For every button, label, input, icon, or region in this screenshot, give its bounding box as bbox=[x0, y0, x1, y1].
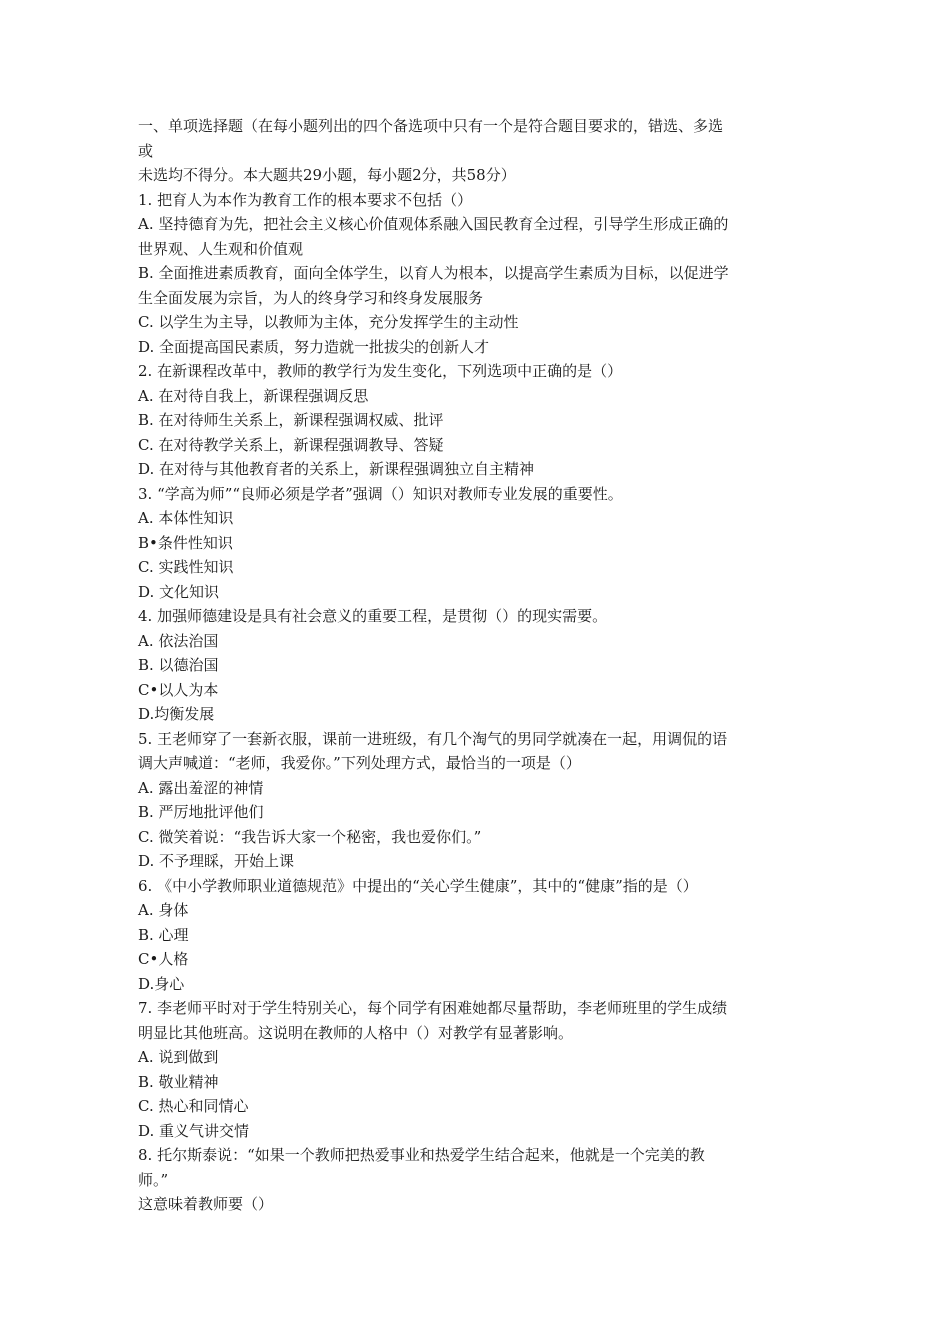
q5-option-c: C. 微笑着说：“我告诉大家一个秘密，我也爱你们。” bbox=[138, 827, 482, 846]
q3-option-c: C. 实践性知识 bbox=[138, 558, 234, 576]
section-heading-wrap: 或 bbox=[138, 141, 154, 160]
q6-option-a: A. 身体 bbox=[138, 901, 189, 919]
question-4: 4. 加强师德建设是具有社会意义的重要工程，是贯彻（）的现实需要。 bbox=[138, 607, 608, 625]
q5-option-a: A. 露出羞涩的神情 bbox=[138, 778, 264, 797]
q6-option-d: D.身心 bbox=[138, 974, 185, 993]
q5-option-b: B. 严厉地批评他们 bbox=[138, 803, 264, 821]
q2-option-b: B. 在对待师生关系上，新课程强调权威、批评 bbox=[138, 411, 444, 429]
q3-option-d: D. 文化知识 bbox=[138, 582, 220, 601]
q3-option-b: B•条件性知识 bbox=[138, 533, 233, 552]
q2-option-a: A. 在对待自我上，新课程强调反思 bbox=[138, 386, 369, 405]
q7-option-a: A. 说到做到 bbox=[138, 1048, 219, 1066]
section-instructions: 未选均不得分。本大题共29小题，每小题2分，共58分） bbox=[138, 166, 516, 184]
q6-option-c: C•人格 bbox=[138, 950, 189, 968]
q1-option-a: A. 坚持德育为先，把社会主义核心价值观体系融入国民教育全过程，引导学生形成正确的 bbox=[138, 215, 729, 233]
question-3: 3. “学高为师”“良师必须是学者”强调（）知识对教师专业发展的重要性。 bbox=[138, 484, 623, 503]
question-8-continuation: 这意味着教师要（） bbox=[138, 1195, 274, 1213]
q1-option-b-wrap: 生全面发展为宗旨，为人的终身学习和终身发展服务 bbox=[138, 288, 484, 307]
question-5-wrap: 调大声喊道：“老师，我爱你。”下列处理方式，最恰当的一项是（） bbox=[138, 754, 581, 772]
q4-option-d: D.均衡发展 bbox=[138, 705, 215, 723]
question-7: 7. 李老师平时对于学生特别关心，每个同学有困难她都尽量帮助，李老师班里的学生成绩 bbox=[138, 999, 728, 1017]
question-7-wrap: 明显比其他班高。这说明在教师的人格中（）对教学有显著影响。 bbox=[138, 1023, 574, 1042]
question-1: 1. 把育人为本作为教育工作的根本要求不包括（） bbox=[138, 190, 473, 209]
q2-option-d: D. 在对待与其他教育者的关系上，新课程强调独立自主精神 bbox=[138, 460, 535, 478]
q7-option-d: D. 重义气讲交情 bbox=[138, 1121, 250, 1140]
q7-option-b: B. 敬业精神 bbox=[138, 1072, 219, 1091]
q4-option-a: A. 依法治国 bbox=[138, 631, 219, 650]
question-8-wrap: 师。” bbox=[138, 1170, 169, 1189]
q1-option-b: B. 全面推进素质教育，面向全体学生，以育人为根本，以提高学生素质为目标，以促进学 bbox=[138, 264, 729, 282]
question-5: 5. 王老师穿了一套新衣服，课前一进班级，有几个淘气的男同学就凑在一起，用调侃的语 bbox=[138, 729, 728, 748]
q2-option-c: C. 在对待教学关系上，新课程强调教导、答疑 bbox=[138, 435, 444, 454]
section-heading: 一、单项选择题（在每小题列出的四个备选项中只有一个是符合题目要求的，错选、多选 bbox=[138, 117, 724, 135]
q3-option-a: A. 本体性知识 bbox=[138, 509, 234, 527]
q4-option-b: B. 以德治国 bbox=[138, 656, 219, 674]
document-page bbox=[138, 114, 818, 1217]
q1-option-d: D. 全面提高国民素质，努力造就一批拔尖的创新人才 bbox=[138, 337, 490, 356]
q4-option-c: C•以人为本 bbox=[138, 680, 219, 699]
question-6: 6. 《中小学教师职业道德规范》中提出的“关心学生健康”，其中的“健康”指的是（） bbox=[138, 876, 698, 895]
question-8: 8. 托尔斯泰说：“如果一个教师把热爱事业和热爱学生结合起来，他就是一个完美的教 bbox=[138, 1146, 705, 1164]
q1-option-a-wrap: 世界观、人生观和价值观 bbox=[138, 239, 304, 258]
q6-option-b: B. 心理 bbox=[138, 925, 189, 944]
q1-option-c: C. 以学生为主导，以教师为主体，充分发挥学生的主动性 bbox=[138, 313, 519, 331]
q7-option-c: C. 热心和同情心 bbox=[138, 1097, 249, 1115]
question-2: 2. 在新课程改革中，教师的教学行为发生变化，下列选项中正确的是（） bbox=[138, 362, 623, 380]
q5-option-d: D. 不予理睬，开始上课 bbox=[138, 852, 295, 870]
